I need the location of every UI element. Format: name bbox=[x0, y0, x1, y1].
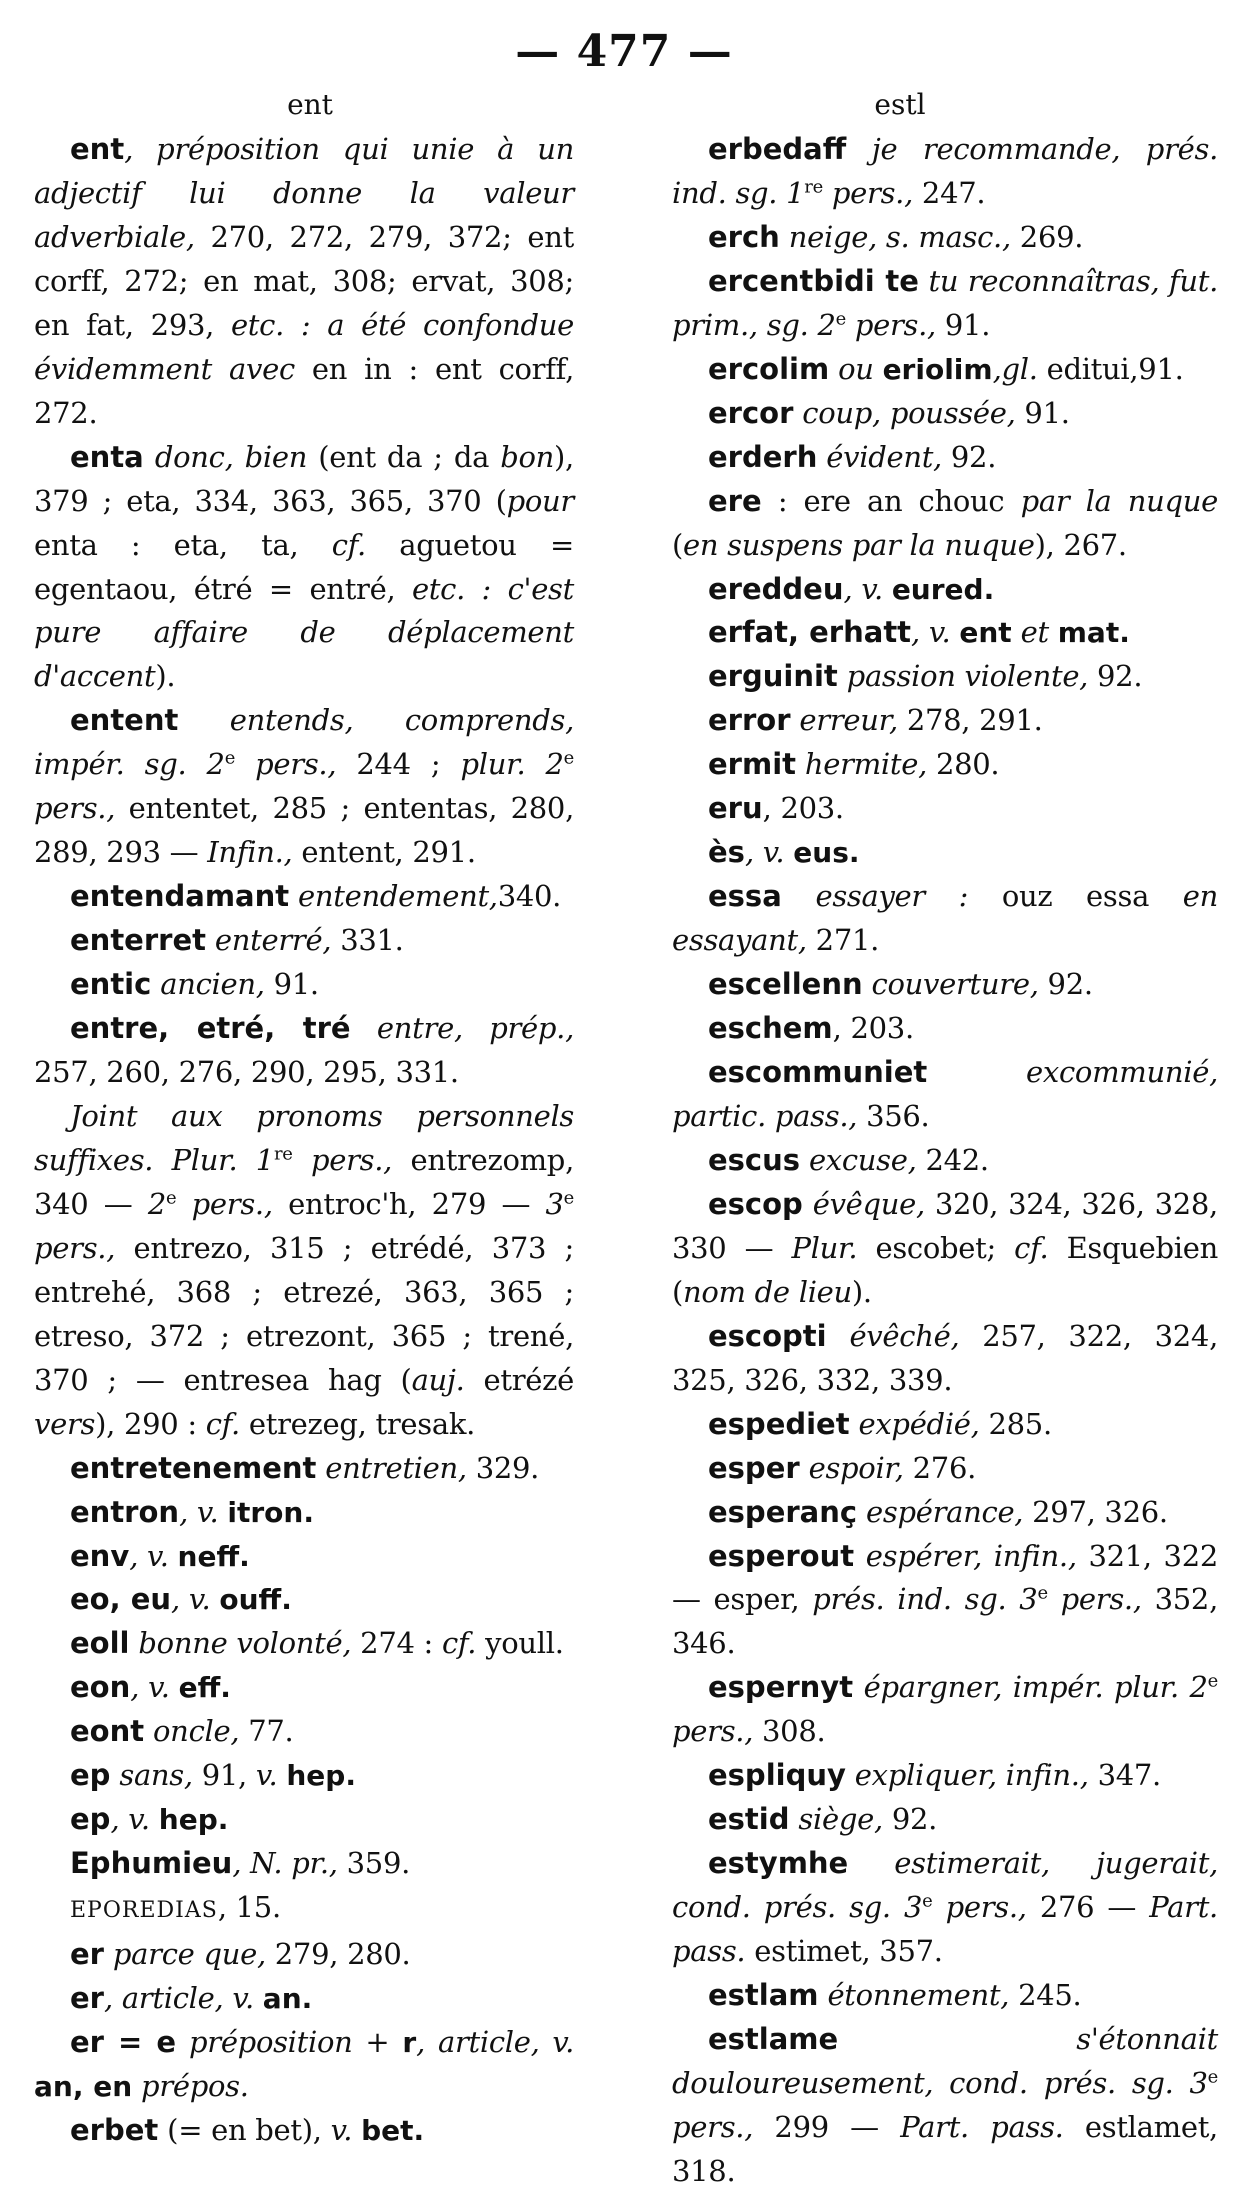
entry-headword: escopti bbox=[708, 1318, 827, 1353]
entry-text: , v. bbox=[911, 615, 960, 650]
entry-text: je recommande, prés. ind. sg. 1 bbox=[672, 132, 1218, 210]
entry-text: cf. bbox=[441, 1626, 486, 1661]
entry-text: ,gl. bbox=[992, 351, 1047, 386]
entry-text: en suspens par la nuque bbox=[683, 527, 1035, 562]
dictionary-entry bbox=[672, 128, 1218, 216]
entry-text: prépos. bbox=[132, 2068, 249, 2103]
entry-text: etrezeg, tresak. bbox=[239, 1406, 476, 1441]
entry-headword: estlam bbox=[708, 1978, 819, 2013]
entry-text: 279, 280. bbox=[274, 1937, 411, 1972]
entry-text: 2 bbox=[147, 1186, 166, 1221]
dictionary-entry bbox=[672, 1974, 1218, 2018]
entry-text: entrezo, 315 ; etrédé, 373 ; entrehé, 368 ; etrezé, 363, 365 ; etreso, 372 ; etrezont, 365 ; trené, 370 ; — entresea hag ( bbox=[34, 1230, 575, 1397]
entry-text: 91. bbox=[273, 967, 319, 1002]
entry-text: Part. pass. bbox=[672, 1890, 1218, 1969]
entry-headword: essa bbox=[708, 879, 782, 914]
entry-headword: ercolim bbox=[708, 351, 830, 386]
dictionary-entry bbox=[672, 1842, 1218, 1974]
entry-text: plur. 2 bbox=[460, 747, 564, 782]
dictionary-entry bbox=[672, 1666, 1218, 1754]
dictionary-entry bbox=[34, 1710, 574, 1754]
entry-text: v. bbox=[330, 2112, 362, 2147]
entry-text: pers., bbox=[235, 747, 357, 782]
entry-text: en essayant, bbox=[672, 879, 1219, 958]
entry-headword: entretenement bbox=[70, 1450, 317, 1485]
entry-headword: estlame bbox=[708, 2021, 839, 2056]
entry-text: et bbox=[1011, 615, 1058, 650]
entry-text: 321, 322 — esper, bbox=[672, 1538, 1218, 1617]
entry-headword: enterret bbox=[70, 923, 206, 958]
dictionary-entry bbox=[34, 1666, 574, 1710]
entry-headword: espediet bbox=[708, 1406, 850, 1441]
dictionary-entry bbox=[34, 128, 574, 436]
entry-headword: ermit bbox=[708, 747, 796, 782]
dictionary-entry bbox=[672, 743, 1218, 787]
entry-text: étonnement, bbox=[818, 1978, 1019, 2013]
entry-text: 91. bbox=[1024, 395, 1070, 430]
dictionary-entry bbox=[34, 1842, 574, 1886]
dictionary-entry bbox=[672, 216, 1218, 260]
dictionary-entry bbox=[34, 1491, 574, 1535]
entry-text: editui,91. bbox=[1046, 351, 1184, 386]
entry-text: : ere an chouc bbox=[761, 483, 1021, 518]
dictionary-entry bbox=[672, 480, 1218, 568]
dictionary-entry bbox=[672, 875, 1218, 963]
entry-text: e bbox=[563, 747, 574, 769]
entry-text: en in : ent corff, 272. bbox=[34, 351, 574, 430]
entry-headword: estid bbox=[708, 1802, 790, 1837]
entry-text: entre, prép., bbox=[350, 1011, 574, 1046]
entry-text: 245. bbox=[1018, 1978, 1082, 2013]
entry-headword: escus bbox=[708, 1142, 801, 1177]
entry-headword: escellenn bbox=[708, 967, 863, 1002]
entry-headword: esperout bbox=[708, 1538, 855, 1573]
entry-text: e bbox=[922, 1890, 933, 1912]
entry-text: etc. : c'est pure affaire de déplacement d'accent bbox=[34, 571, 574, 694]
entry-text: tu reconnaîtras, fut. prim., sg. 2 bbox=[672, 263, 1218, 342]
entry-headword: espliquy bbox=[708, 1758, 846, 1793]
dictionary-entry bbox=[34, 919, 574, 963]
entry-text: prés. ind. sg. 3 bbox=[812, 1582, 1038, 1617]
cross-reference: eured. bbox=[891, 572, 995, 606]
entry-text: 359. bbox=[346, 1846, 411, 1881]
entry-text: e bbox=[1207, 2066, 1218, 2088]
dictionary-entry bbox=[672, 1183, 1218, 1315]
entry-text: , v. bbox=[129, 1538, 178, 1573]
entry-headword: ercentbidi te bbox=[708, 263, 919, 298]
entry-text: pers., bbox=[932, 1890, 1040, 1925]
entry-text: entendement, bbox=[289, 879, 498, 914]
dictionary-entry bbox=[672, 1535, 1218, 1667]
entry-text: hermite, bbox=[796, 747, 936, 782]
entry-headword: env bbox=[70, 1538, 130, 1573]
dictionary-entry bbox=[34, 1535, 574, 1579]
entry-text: évêché, bbox=[826, 1318, 983, 1353]
dictionary-entry bbox=[34, 2021, 574, 2109]
entry-text: v. bbox=[255, 1758, 287, 1793]
entry-text: excuse, bbox=[800, 1142, 926, 1177]
entry-text: 276 — bbox=[1039, 1890, 1150, 1925]
dictionary-entry bbox=[672, 1491, 1218, 1535]
dictionary-entry bbox=[672, 1139, 1218, 1183]
entry-headword: entre, etré, tré bbox=[70, 1011, 351, 1046]
entry-headword: eont bbox=[70, 1714, 145, 1749]
dictionary-entry bbox=[34, 1933, 574, 1977]
dictionary-entry bbox=[672, 392, 1218, 436]
entry-text: 308. bbox=[762, 1714, 826, 1749]
dictionary-entry bbox=[672, 1051, 1218, 1139]
entry-text: pers., bbox=[34, 791, 129, 826]
entry-text: vers bbox=[34, 1406, 96, 1441]
entry-text: e bbox=[563, 1187, 574, 1209]
entry-text: 331. bbox=[340, 923, 404, 958]
entry-text: expédié, bbox=[849, 1406, 989, 1441]
running-head-left: ent bbox=[287, 88, 333, 121]
entry-text: aguetou = egentaou, étré = entré, bbox=[34, 527, 574, 606]
entry-text: 3 bbox=[545, 1186, 564, 1221]
cross-reference: hep. bbox=[158, 1803, 229, 1837]
entry-headword: eschem bbox=[708, 1011, 833, 1046]
entry-headword: escop bbox=[708, 1186, 803, 1221]
cross-reference: r bbox=[402, 2025, 417, 2059]
left-column bbox=[34, 128, 574, 2153]
entry-headword: er bbox=[70, 1981, 104, 2016]
entry-text: cf. bbox=[1014, 1230, 1067, 1265]
dictionary-entry bbox=[34, 1578, 574, 1622]
dictionary-entry bbox=[34, 2109, 574, 2153]
entry-text: Plur. bbox=[791, 1230, 876, 1265]
entry-text: e bbox=[835, 308, 846, 330]
dictionary-entry bbox=[34, 1798, 574, 1842]
entry-headword: eo, eu bbox=[70, 1582, 172, 1617]
dictionary-entry bbox=[672, 963, 1218, 1007]
entry-text: essayer : bbox=[781, 879, 1002, 914]
cross-reference: bet. bbox=[361, 2113, 425, 2147]
entry-text: couverture, bbox=[862, 967, 1048, 1002]
entry-text: , préposition qui unie à un adjectif lui donne la valeur adverbiale, bbox=[34, 132, 574, 254]
entry-text: , 203. bbox=[762, 791, 844, 826]
entry-text: 280. bbox=[935, 747, 1000, 782]
entry-text: espérer, infin., bbox=[854, 1538, 1089, 1573]
entry-text: e bbox=[165, 1187, 177, 1209]
cross-reference: an, en bbox=[34, 2069, 133, 2103]
entry-text: ou bbox=[829, 351, 883, 386]
entry-headword: eon bbox=[70, 1670, 131, 1705]
entry-text: pers., bbox=[845, 307, 945, 342]
entry-text: 278, 291. bbox=[906, 703, 1043, 738]
dictionary-entry bbox=[672, 831, 1218, 875]
dictionary-entry bbox=[672, 787, 1218, 831]
entry-text: ( bbox=[672, 527, 684, 562]
entry-text: pers., bbox=[672, 1714, 763, 1749]
entry-text: 92. bbox=[891, 1802, 938, 1837]
entry-text: 92. bbox=[1097, 659, 1143, 694]
dictionary-entry bbox=[672, 260, 1218, 348]
entry-text: re bbox=[804, 176, 823, 198]
entry-headword: entron bbox=[70, 1494, 180, 1529]
entry-text: 257, 260, 276, 290, 295, 331. bbox=[34, 1055, 459, 1090]
entry-text: (= en bet), bbox=[158, 2112, 331, 2147]
entry-text: 329. bbox=[475, 1450, 540, 1485]
entry-text: par la nuque bbox=[1020, 483, 1218, 518]
entry-text: (ent da ; da bbox=[307, 439, 501, 474]
dictionary-entry bbox=[34, 1754, 574, 1798]
dictionary-entry bbox=[672, 1798, 1218, 1842]
entry-headword: esperanç bbox=[708, 1494, 858, 1529]
dictionary-entry bbox=[672, 568, 1218, 612]
entry-text: , v. bbox=[843, 571, 892, 606]
cross-reference: eff. bbox=[178, 1671, 231, 1705]
dictionary-entry bbox=[672, 1754, 1218, 1798]
dictionary-entry bbox=[34, 1886, 574, 1933]
entry-text: pers., bbox=[1047, 1582, 1155, 1617]
entry-text: Joint aux pronoms personnels suffixes. Plur. 1 bbox=[34, 1098, 574, 1177]
entry-headword: erbedaff bbox=[708, 132, 847, 166]
entry-text: 285. bbox=[988, 1406, 1052, 1441]
dictionary-entry bbox=[672, 1007, 1218, 1051]
entry-text: pers., bbox=[34, 1230, 134, 1265]
entry-text: ancien, bbox=[151, 967, 274, 1002]
cross-reference: ouff. bbox=[219, 1583, 292, 1617]
entry-text: youll. bbox=[485, 1626, 564, 1661]
entry-headword: ereddeu bbox=[708, 571, 844, 606]
entry-text: Part. pass. bbox=[900, 2109, 1085, 2144]
entry-text: 270, 272, 279, 372; ent corff, 272; en mat, 308; ervat, 308; en fat, 293, bbox=[34, 219, 574, 342]
entry-text: e bbox=[1037, 1582, 1048, 1604]
cross-reference: ent bbox=[959, 616, 1012, 650]
entry-text: cf. bbox=[331, 527, 366, 562]
entry-text: oncle, bbox=[144, 1714, 249, 1749]
entry-headword: ep bbox=[70, 1802, 111, 1837]
entry-text: , 15. bbox=[217, 1890, 281, 1925]
entry-text: pers., bbox=[672, 2109, 775, 2144]
dictionary-entry bbox=[34, 1622, 574, 1666]
entry-text: ouz essa bbox=[1001, 879, 1183, 914]
entry-text: , 203. bbox=[832, 1011, 914, 1046]
entry-text: épargner, impér. plur. 2 bbox=[853, 1670, 1208, 1705]
entry-text: escobet; bbox=[875, 1230, 1015, 1265]
entry-text: évêque, bbox=[802, 1186, 935, 1221]
dictionary-entry bbox=[34, 1007, 574, 1095]
entry-headword: estymhe bbox=[708, 1846, 849, 1881]
entry-text: , article, v. bbox=[416, 2024, 574, 2059]
entry-text: , v. bbox=[130, 1670, 179, 1705]
entry-text: espoir, bbox=[799, 1450, 913, 1485]
entry-text: 320, 324, 326, 328, 330 — bbox=[672, 1186, 1218, 1265]
entry-text: 269. bbox=[1019, 219, 1084, 254]
entry-headword: eru bbox=[708, 791, 763, 826]
dictionary-entry bbox=[672, 699, 1218, 743]
entry-headword: ere bbox=[708, 483, 762, 518]
entry-headword: ep bbox=[70, 1758, 111, 1793]
entry-text: 247. bbox=[921, 175, 986, 210]
entry-text: 356. bbox=[866, 1098, 930, 1133]
entry-text: pour bbox=[506, 483, 574, 518]
dictionary-entry bbox=[34, 436, 574, 700]
entry-text: Esquebien ( bbox=[672, 1230, 1218, 1309]
entry-headword: er bbox=[70, 1937, 104, 1972]
entry-text: etrézé bbox=[464, 1362, 574, 1397]
entry-text: e bbox=[1207, 1670, 1218, 1692]
entry-text: , v. bbox=[171, 1582, 220, 1617]
entry-headword: espernyt bbox=[708, 1670, 854, 1705]
entry-text: 92. bbox=[950, 439, 997, 474]
dictionary-entry bbox=[34, 1095, 574, 1447]
entry-text: , v. bbox=[179, 1494, 228, 1529]
entry-text: 340. bbox=[497, 879, 562, 914]
entry-text: évident, bbox=[817, 439, 951, 474]
entry-text: 271. bbox=[815, 923, 880, 958]
entry-headword: erbet bbox=[70, 2112, 159, 2147]
dictionary-entry bbox=[672, 1315, 1218, 1403]
entry-headword: erguinit bbox=[708, 659, 838, 694]
entry-text: estimerait, jugerait, cond. prés. sg. 3 bbox=[672, 1846, 1218, 1925]
entry-text: entretien, bbox=[316, 1450, 476, 1485]
cross-reference: neff. bbox=[177, 1539, 250, 1573]
entry-headword: entent bbox=[70, 703, 179, 738]
entry-text: 91, bbox=[201, 1758, 256, 1793]
entry-text: ). bbox=[851, 1274, 872, 1309]
dictionary-entry bbox=[672, 655, 1218, 699]
entry-headword: entic bbox=[70, 967, 152, 1002]
entry-text: estimet, 357. bbox=[754, 1934, 943, 1969]
cross-reference: an. bbox=[262, 1982, 313, 2016]
entry-text: coup, poussée, bbox=[793, 395, 1025, 430]
entry-text: 244 ; bbox=[356, 747, 461, 782]
entry-text: excommunié, partic. pass., bbox=[672, 1055, 1218, 1133]
entry-headword: error bbox=[708, 703, 791, 738]
entry-text: cf. bbox=[205, 1406, 240, 1441]
entry-text: re bbox=[273, 1143, 293, 1165]
entry-text: , article, v. bbox=[103, 1981, 263, 2016]
entry-text: 77. bbox=[248, 1714, 294, 1749]
entry-headword: Ephumieu bbox=[70, 1846, 233, 1881]
entry-text: enterré, bbox=[205, 923, 341, 958]
entry-text: estlamet, 318. bbox=[672, 2109, 1218, 2188]
entry-text: auj. bbox=[411, 1362, 465, 1397]
entry-text: 347. bbox=[1097, 1758, 1161, 1793]
entry-text: 276. bbox=[912, 1450, 977, 1485]
dictionary-entry bbox=[672, 2018, 1218, 2194]
entry-headword: ercor bbox=[708, 395, 794, 430]
entry-text: bon bbox=[500, 439, 555, 474]
entry-headword: enta bbox=[70, 439, 144, 474]
entry-text: nom de lieu bbox=[683, 1274, 852, 1309]
entry-headword: ès bbox=[708, 835, 745, 870]
cross-reference: itron. bbox=[227, 1495, 314, 1529]
entry-text: pers., bbox=[822, 175, 922, 210]
entry-text: 299 — bbox=[774, 2109, 901, 2144]
entry-headword: entendamant bbox=[70, 879, 290, 914]
entry-text: ), 290 : bbox=[95, 1406, 206, 1441]
entry-text: ). bbox=[155, 659, 176, 694]
entry-text: enta : eta, ta, bbox=[34, 527, 332, 562]
right-column bbox=[672, 128, 1218, 2194]
entry-text: siège, bbox=[789, 1802, 892, 1837]
entry-text: passion violente, bbox=[837, 659, 1098, 694]
entry-headword: esper bbox=[708, 1450, 800, 1485]
entry-text: ), 379 ; eta, 334, 363, 365, 370 ( bbox=[34, 439, 574, 518]
entry-text: pers., bbox=[176, 1186, 289, 1221]
page-number: — 477 — bbox=[515, 26, 733, 77]
dictionary-entry bbox=[672, 1403, 1218, 1447]
entry-text: , N. pr., bbox=[232, 1846, 347, 1881]
entry-headword: er = e bbox=[70, 2024, 177, 2059]
dictionary-entry bbox=[672, 611, 1218, 655]
entry-text: ententet, 285 ; ententas, 280, 289, 293 — bbox=[34, 791, 575, 870]
cross-reference: mat. bbox=[1057, 616, 1130, 650]
entry-text: etc. : a été confondue évidemment avec bbox=[34, 307, 574, 386]
entry-text: donc, bien bbox=[143, 439, 308, 474]
entry-text: 297, 326. bbox=[1032, 1494, 1168, 1529]
entry-text: 257, 322, 324, 325, 326, 332, 339. bbox=[672, 1318, 1218, 1397]
entry-headword: escommuniet bbox=[708, 1055, 928, 1090]
cross-reference: eus. bbox=[793, 836, 860, 870]
entry-text: neige, s. masc., bbox=[779, 219, 1020, 254]
entry-text: bonne volonté, bbox=[129, 1626, 361, 1661]
entry-text: Infin., bbox=[207, 835, 302, 870]
dictionary-entry bbox=[34, 699, 574, 875]
entry-headword: ent bbox=[70, 132, 125, 166]
entry-text: entrezomp, 340 — bbox=[34, 1142, 574, 1221]
entry-text: , v. bbox=[744, 835, 794, 870]
entry-text: 242. bbox=[925, 1142, 989, 1177]
entry-text: sans, bbox=[110, 1758, 202, 1793]
cross-reference: hep. bbox=[286, 1759, 356, 1793]
dictionary-entry bbox=[672, 436, 1218, 480]
dictionary-entry bbox=[34, 1977, 574, 2021]
entry-text: entent, 291. bbox=[301, 835, 476, 870]
entry-text: erreur, bbox=[790, 703, 907, 738]
entry-text: entroc'h, 279 — bbox=[288, 1186, 546, 1221]
entry-text: entends, comprends, impér. sg. 2 bbox=[34, 703, 574, 782]
dictionary-entry bbox=[34, 1447, 574, 1491]
dictionary-entry bbox=[672, 348, 1218, 392]
entry-text: , v. bbox=[110, 1802, 159, 1837]
entry-text: 274 : bbox=[360, 1626, 442, 1661]
dictionary-entry bbox=[34, 963, 574, 1007]
entry-text: pers., bbox=[292, 1142, 411, 1177]
entry-text: 352, 346. bbox=[672, 1582, 1218, 1661]
entry-text: 92. bbox=[1047, 967, 1093, 1002]
entry-headword: erfat, erhatt bbox=[708, 615, 912, 650]
entry-text: expliquer, infin., bbox=[845, 1758, 1098, 1793]
entry-text: parce que, bbox=[103, 1937, 275, 1972]
entry-text: e bbox=[224, 747, 236, 769]
entry-text: s'étonnait douloureusement, cond. prés. sg. 3 bbox=[672, 2021, 1218, 2100]
entry-headword: eoll bbox=[70, 1626, 130, 1661]
entry-text: EPOREDIAS bbox=[70, 1898, 218, 1924]
entry-text: ), 267. bbox=[1034, 527, 1127, 562]
running-head-right: estl bbox=[874, 88, 926, 121]
entry-text: préposition + bbox=[176, 2024, 403, 2059]
dictionary-entry bbox=[34, 875, 574, 919]
entry-headword: erderh bbox=[708, 439, 818, 474]
entry-text: espérance, bbox=[857, 1494, 1033, 1529]
cross-reference: eriolim bbox=[882, 352, 993, 386]
entry-headword: erch bbox=[708, 219, 780, 254]
entry-text: 91. bbox=[944, 307, 991, 342]
dictionary-entry bbox=[672, 1447, 1218, 1491]
